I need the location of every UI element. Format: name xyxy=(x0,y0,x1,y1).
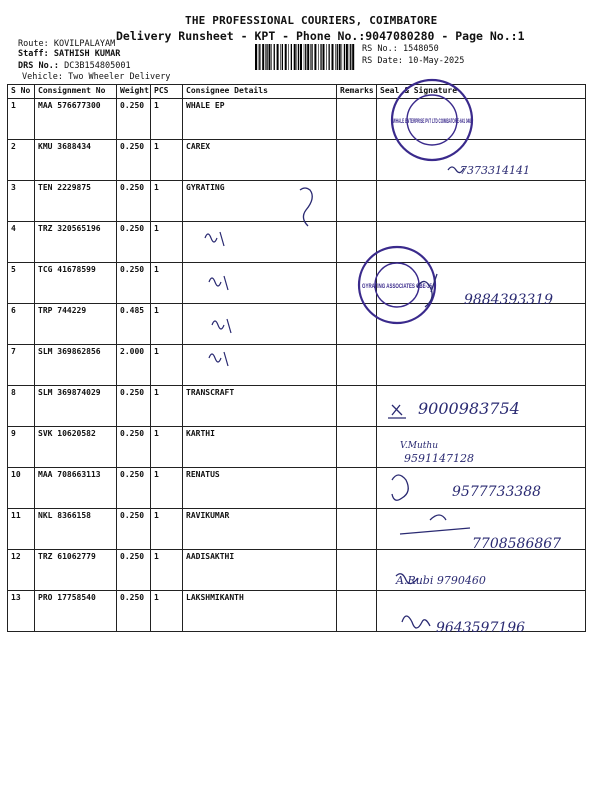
barcode-bar xyxy=(271,44,272,70)
rs-date-label: RS Date: xyxy=(362,56,403,66)
cell-remarks xyxy=(337,427,377,468)
barcode xyxy=(255,44,357,70)
barcode-bar xyxy=(350,44,351,70)
rs-no-label: RS No.: xyxy=(362,44,398,54)
table-row xyxy=(8,345,586,386)
table-header-row xyxy=(8,85,586,99)
drs-line xyxy=(18,61,131,71)
cell-remarks xyxy=(337,468,377,509)
cell-remarks xyxy=(337,263,377,304)
cell-consignment: TRP 744229 xyxy=(35,304,117,345)
col-header-remarks: Remarks xyxy=(337,85,377,99)
rs-no-line xyxy=(362,44,439,54)
cell-pcs: 1 xyxy=(151,99,183,140)
cell-consignment: KMU 3688434 xyxy=(35,140,117,181)
cell-remarks xyxy=(337,140,377,181)
barcode-bar xyxy=(342,44,343,70)
table-row xyxy=(8,304,586,345)
cell-pcs: 1 xyxy=(151,140,183,181)
cell-weight: 0.250 xyxy=(117,427,151,468)
cell-pcs: 1 xyxy=(151,591,183,632)
cell-consignee: RAVIKUMAR xyxy=(183,509,337,550)
rs-date-value: 10-May-2025 xyxy=(408,56,465,66)
drs-label: DRS No.: xyxy=(18,61,59,71)
barcode-bar xyxy=(337,44,338,70)
hw-row13-phone: 9643597196 xyxy=(436,620,526,636)
cell-sno: 13 xyxy=(8,591,35,632)
cell-signature xyxy=(377,304,586,345)
cell-signature xyxy=(377,140,586,181)
cell-consignment: TCG 41678599 xyxy=(35,263,117,304)
cell-signature xyxy=(377,222,586,263)
cell-pcs: 1 xyxy=(151,222,183,263)
cell-signature xyxy=(377,181,586,222)
barcode-bar xyxy=(352,44,354,70)
cell-remarks xyxy=(337,509,377,550)
barcode-bar xyxy=(297,44,298,70)
barcode-bar xyxy=(265,44,266,70)
barcode-bar xyxy=(277,44,279,70)
cell-sno: 8 xyxy=(8,386,35,427)
cell-remarks xyxy=(337,181,377,222)
cell-signature xyxy=(377,99,586,140)
stamp1-text: WHALE ENTERPRISE PVT LTD COIMBATORE-641 048 xyxy=(393,119,472,125)
route-label: Route: xyxy=(18,39,49,49)
cell-consignee: AADISAKTHI xyxy=(183,550,337,591)
cell-signature xyxy=(377,386,586,427)
barcode-bar xyxy=(323,44,325,70)
cell-weight: 0.250 xyxy=(117,591,151,632)
hw-row9-phone: 9591147128 xyxy=(404,452,474,465)
hw-row10-phone: 9577733388 xyxy=(452,484,542,500)
drs-value: DC3B154805001 xyxy=(64,61,131,71)
barcode-bar xyxy=(310,44,311,70)
barcode-bar xyxy=(258,44,259,70)
cell-consignee: RENATUS xyxy=(183,468,337,509)
cell-pcs: 1 xyxy=(151,181,183,222)
cell-signature xyxy=(377,263,586,304)
cell-consignment: PRO 17758540 xyxy=(35,591,117,632)
hw-row9-name: V.Muthu xyxy=(400,441,439,451)
barcode-bar xyxy=(335,44,336,70)
table-row xyxy=(8,99,586,140)
cell-remarks xyxy=(337,345,377,386)
cell-remarks xyxy=(337,550,377,591)
cell-consignee: WHALE EP xyxy=(183,99,337,140)
barcode-bar xyxy=(298,44,299,70)
barcode-bar xyxy=(339,44,341,70)
vehicle-label: Vehicle: xyxy=(22,72,63,82)
vehicle-line xyxy=(22,72,170,82)
col-header-consignee: Consignee Details xyxy=(183,85,337,99)
barcode-bar xyxy=(349,44,350,70)
cell-consignment: SLM 369874029 xyxy=(35,386,117,427)
cell-consignment: TRZ 61062779 xyxy=(35,550,117,591)
hw-row1-phone: 7373314141 xyxy=(460,164,530,177)
barcode-bar xyxy=(320,44,321,70)
table-row xyxy=(8,263,586,304)
cell-weight: 0.250 xyxy=(117,181,151,222)
hw-row8-phone: 9000983754 xyxy=(418,399,520,418)
cell-consignee xyxy=(183,263,337,304)
cell-consignee: KARTHI xyxy=(183,427,337,468)
cell-consignee: LAKSHMIKANTH xyxy=(183,591,337,632)
cell-pcs: 1 xyxy=(151,468,183,509)
cell-pcs: 1 xyxy=(151,345,183,386)
hw-row3-phone: 9884393319 xyxy=(464,292,554,308)
cell-weight: 0.250 xyxy=(117,468,151,509)
table-row xyxy=(8,468,586,509)
staff-label: Staff: xyxy=(18,49,49,59)
cell-remarks xyxy=(337,304,377,345)
barcode-bar xyxy=(346,44,348,70)
cell-signature xyxy=(377,345,586,386)
col-header-weight: Weight xyxy=(117,85,151,99)
cell-sno: 2 xyxy=(8,140,35,181)
stamp2-text: GYRATING ASSOCIATES CBE-35 xyxy=(362,284,433,290)
table-row xyxy=(8,509,586,550)
cell-sno: 7 xyxy=(8,345,35,386)
cell-sno: 1 xyxy=(8,99,35,140)
table-row xyxy=(8,222,586,263)
table-row xyxy=(8,386,586,427)
barcode-bar xyxy=(255,44,257,70)
cell-signature xyxy=(377,468,586,509)
cell-pcs: 1 xyxy=(151,386,183,427)
cell-weight: 0.250 xyxy=(117,386,151,427)
route-line xyxy=(18,39,115,49)
barcode-bar xyxy=(269,44,271,70)
table-row xyxy=(8,181,586,222)
barcode-bar xyxy=(307,44,309,70)
table-row xyxy=(8,591,586,632)
vehicle-value: Two Wheeler Delivery xyxy=(68,72,171,82)
barcode-bar xyxy=(332,44,334,70)
barcode-bar xyxy=(304,44,305,70)
barcode-bar xyxy=(274,44,275,70)
barcode-bar xyxy=(318,44,319,70)
cell-consignee: GYRATING xyxy=(183,181,337,222)
barcode-bar xyxy=(305,44,306,70)
barcode-bar xyxy=(266,44,267,70)
cell-consignee xyxy=(183,304,337,345)
cell-consignment: TEN 2229875 xyxy=(35,181,117,222)
cell-weight: 0.250 xyxy=(117,222,151,263)
runsheet-table xyxy=(7,84,586,632)
barcode-bar xyxy=(344,44,345,70)
cell-consignment: SLM 369862856 xyxy=(35,345,117,386)
barcode-bar xyxy=(282,44,283,70)
cell-sno: 5 xyxy=(8,263,35,304)
barcode-bar xyxy=(314,44,316,70)
cell-consignment: NKL 8366158 xyxy=(35,509,117,550)
staff-value: SATHISH KUMAR xyxy=(53,49,121,59)
table-row xyxy=(8,550,586,591)
cell-signature xyxy=(377,509,586,550)
cell-sno: 12 xyxy=(8,550,35,591)
col-header-sno: S No xyxy=(8,85,35,99)
cell-sno: 4 xyxy=(8,222,35,263)
cell-weight: 0.250 xyxy=(117,509,151,550)
cell-signature xyxy=(377,550,586,591)
barcode-bar xyxy=(259,44,260,70)
cell-remarks xyxy=(337,222,377,263)
table-row xyxy=(8,427,586,468)
barcode-bar xyxy=(300,44,302,70)
cell-consignee: CAREX xyxy=(183,140,337,181)
barcode-bar xyxy=(262,44,264,70)
cell-pcs: 1 xyxy=(151,427,183,468)
cell-consignee: TRANSCRAFT xyxy=(183,386,337,427)
runsheet-title: Delivery Runsheet - KPT - Phone No.:9047080280 - Page No.:1 xyxy=(116,29,525,43)
route-value: KOVILPALAYAM xyxy=(53,39,116,49)
cell-weight: 0.250 xyxy=(117,263,151,304)
cell-remarks xyxy=(337,591,377,632)
cell-sno: 6 xyxy=(8,304,35,345)
cell-sno: 11 xyxy=(8,509,35,550)
cell-signature xyxy=(377,427,586,468)
barcode-bar xyxy=(288,44,289,70)
hw-row11-phone: 7708586867 xyxy=(472,536,562,552)
cell-consignment: SVK 10620582 xyxy=(35,427,117,468)
barcode-bar xyxy=(291,44,292,70)
barcode-bar xyxy=(280,44,281,70)
cell-weight: 0.250 xyxy=(117,140,151,181)
col-header-signature: Seal & Signature xyxy=(377,85,586,99)
col-header-consignment: Consignment No xyxy=(35,85,117,99)
col-header-pcs: PCS xyxy=(151,85,183,99)
barcode-bar xyxy=(294,44,296,70)
cell-weight: 0.250 xyxy=(117,550,151,591)
cell-consignment: MAA 708663113 xyxy=(35,468,117,509)
cell-weight: 0.485 xyxy=(117,304,151,345)
cell-pcs: 1 xyxy=(151,550,183,591)
cell-weight: 2.000 xyxy=(117,345,151,386)
cell-remarks xyxy=(337,99,377,140)
cell-consignment: MAA 576677300 xyxy=(35,99,117,140)
barcode-bar xyxy=(326,44,327,70)
cell-weight: 0.250 xyxy=(117,99,151,140)
cell-sno: 9 xyxy=(8,427,35,468)
cell-pcs: 1 xyxy=(151,509,183,550)
cell-sno: 3 xyxy=(8,181,35,222)
cell-signature xyxy=(377,591,586,632)
company-title: THE PROFESSIONAL COURIERS, COIMBATORE xyxy=(185,14,438,27)
barcode-bar xyxy=(311,44,312,70)
staff-line xyxy=(18,49,120,59)
cell-consignee xyxy=(183,345,337,386)
barcode-bar xyxy=(285,44,287,70)
rs-no-value: 1548050 xyxy=(402,44,439,54)
cell-consignment: TRZ 320565196 xyxy=(35,222,117,263)
cell-pcs: 1 xyxy=(151,263,183,304)
cell-sno: 10 xyxy=(8,468,35,509)
cell-remarks xyxy=(337,386,377,427)
rs-date-line xyxy=(362,56,464,66)
cell-consignee xyxy=(183,222,337,263)
cell-pcs: 1 xyxy=(151,304,183,345)
hw-row12-note: A.Rubi 9790460 xyxy=(396,574,486,587)
barcode-bar xyxy=(329,44,330,70)
table-row xyxy=(8,140,586,181)
